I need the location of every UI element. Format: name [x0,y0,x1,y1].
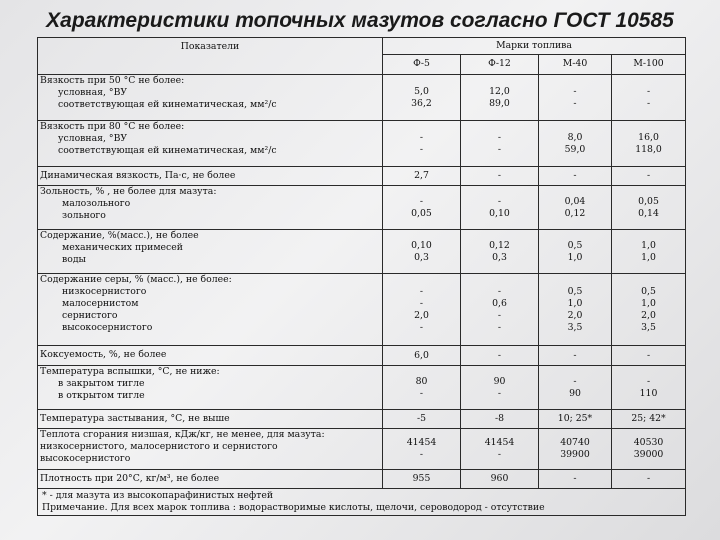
row-label [38,346,383,366]
value-cell [461,167,539,186]
value-cell [539,121,612,167]
row-label [38,410,383,429]
cell-value: 40740 [560,437,590,448]
cell-value: 0,05 [411,207,432,219]
cell-value: 90 [493,375,506,387]
value-cell [612,186,686,230]
cell-value: 3,5 [567,321,583,333]
value-cell [461,274,539,346]
cell-value: - [573,473,577,484]
cell-value: - [646,473,651,484]
value-cell [612,346,686,366]
cell-value: 1,0 [641,297,656,309]
grade-header: М-40 [539,55,612,75]
cell-value: 25; 42* [631,413,666,424]
cell-value: 110 [639,387,658,399]
value-cell [461,230,539,274]
cell-value: 0,3 [414,251,429,263]
cell-value: - [497,131,502,143]
page-title: Характеристики топочных мазутов согласно ГОСТ 10585 [46,9,674,32]
cell-value: 118,0 [635,143,662,155]
cell-value: 16,0 [638,131,659,143]
cell-value: - [497,449,502,460]
cell-value: 0,05 [638,195,659,207]
cell-value: - [419,195,424,207]
cell-value: - [646,375,651,387]
row-label-sub: в открытом тигле [58,390,145,402]
value-cell [461,121,539,167]
row-label-sub: низкосернистого, малосернистого и сернистого [40,441,278,453]
cell-value: - [497,170,502,181]
cell-value: - [497,321,502,333]
cell-value: - [497,195,502,207]
table-row [38,167,686,186]
row-label [38,366,383,410]
table-row [38,75,686,121]
value-cell [383,429,461,470]
value-cell [612,121,686,167]
row-label-sub: малозольного [62,198,131,210]
cell-value: - [419,285,424,297]
value-cell [539,186,612,230]
value-cell [383,366,461,410]
table-row [38,121,686,167]
row-label-sub: механических примесей [62,242,183,254]
cell-value: 41454 [406,437,437,448]
table-row [38,410,686,429]
cell-value: 1,0 [567,251,583,263]
cell-value: - [646,85,651,97]
row-label-main: Динамическая вязкость, Па·с, не более [40,169,236,181]
cell-value: - [497,387,502,399]
cell-value: 39000 [633,449,664,460]
cell-value: - [573,170,577,181]
value-cell [539,410,612,429]
cell-value: 5,0 [414,85,429,97]
table-row [38,274,686,346]
value-cell [539,429,612,470]
row-label-sub: малосернистом [62,298,139,310]
row-label-sub: соответствующая ей кинематическая, мм²/с [58,145,277,157]
row-label-main: Температура застывания, °С, не выше [40,412,230,424]
cell-value: 0,10 [489,207,510,219]
table-row [38,346,686,366]
value-cell [383,75,461,121]
row-label [38,429,383,470]
grades-header: Марки топлива [383,38,686,55]
row-label [38,274,383,346]
indicators-header: Показатели [38,38,383,75]
cell-value: 960 [490,473,509,484]
row-label-main: Вязкость при 80 °С не более: [40,121,185,132]
fuel-oil-table [37,37,686,516]
value-cell [461,429,539,470]
cell-value: 0,5 [641,285,656,297]
cell-value: 1,0 [641,251,656,263]
cell-value: 10; 25* [557,413,593,424]
cell-value: 0,14 [638,207,659,219]
row-label [38,470,383,489]
cell-value: 0,3 [492,251,507,263]
value-cell [612,75,686,121]
cell-value: - [419,131,424,143]
table-row [38,470,686,489]
cell-value: 0,6 [492,297,507,309]
value-cell [539,230,612,274]
cell-value: 0,10 [411,239,432,251]
value-cell [383,167,461,186]
value-cell [461,186,539,230]
cell-value: 59,0 [564,143,586,155]
cell-value: - [573,97,577,109]
value-cell [383,470,461,489]
value-cell [539,346,612,366]
cell-value: 89,0 [489,97,510,109]
cell-value: 39900 [560,449,590,460]
value-cell [383,274,461,346]
cell-value: - [419,387,424,399]
cell-value: - [497,349,502,361]
cell-value: 40530 [633,437,664,448]
row-label [38,167,383,186]
cell-value: 2,0 [414,309,429,321]
row-label [38,121,383,167]
cell-value: - [573,349,577,361]
cell-value: - [419,143,424,155]
row-label-main: Содержание серы, % (масс.), не более: [40,274,232,285]
cell-value: - [497,285,502,297]
value-cell [539,470,612,489]
row-label-main: Вязкость при 50 °С не более: [40,75,185,86]
cell-value: - [497,143,502,155]
row-label-sub: в закрытом тигле [58,378,145,390]
footnote-asterisk: * - для мазута из высокопарафинистых нефтей [42,490,274,501]
value-cell [461,366,539,410]
row-label-main: Зольность, % , не более для мазута: [40,186,217,197]
cell-value: - [573,85,577,97]
row-label-sub: низкосернистого [62,286,147,298]
cell-value: 41454 [484,437,515,448]
cell-value: - [419,321,424,333]
cell-value: 2,7 [414,170,429,181]
row-label-sub: условная, °ВУ [58,133,128,145]
cell-value: 6,0 [414,349,429,361]
row-label [38,186,383,230]
value-cell [539,75,612,121]
table-row [38,366,686,410]
cell-value: 0,04 [564,195,586,207]
value-cell [383,121,461,167]
cell-value: 0,12 [489,239,510,251]
value-cell [461,346,539,366]
footnotes [38,489,686,516]
value-cell [383,230,461,274]
cell-value: 0,5 [567,239,583,251]
cell-value: 2,0 [641,309,656,321]
cell-value: - [646,349,651,361]
value-cell [383,410,461,429]
value-cell [383,346,461,366]
cell-value: - [419,297,424,309]
value-cell [461,75,539,121]
value-cell [612,230,686,274]
value-cell [539,366,612,410]
value-cell [612,410,686,429]
cell-value: 3,5 [641,321,656,333]
grade-header: М-100 [612,55,686,75]
cell-value: 2,0 [567,309,583,321]
cell-value: 12,0 [489,85,510,97]
cell-value: 36,2 [411,97,432,109]
row-label [38,75,383,121]
row-label-main: Теплота сгорания низшая, кДж/кг, не менее, для мазута: [40,429,325,440]
row-label-main: Плотность при 20°С, кг/м³, не более [40,472,220,484]
row-label-sub: условная, °ВУ [58,87,128,99]
cell-value: 955 [412,473,431,484]
cell-value: 1,0 [641,239,656,251]
value-cell [461,410,539,429]
value-cell [612,274,686,346]
row-label-sub: сернистого [62,310,118,322]
value-cell [612,366,686,410]
cell-value: - [573,375,577,387]
cell-value: - [646,170,651,181]
row-label-sub: высокосернистого [40,453,131,465]
value-cell [612,429,686,470]
row-label-main: Температура вспышки, °С, не ниже: [40,366,220,377]
cell-value: 1,0 [567,297,583,309]
value-cell [612,167,686,186]
footnote-remark: Примечание. Для всех марок топлива : водорастворимые кислоты, щелочи, сероводород - отсутствие [42,502,545,514]
value-cell [539,167,612,186]
table-row [38,186,686,230]
cell-value: 8,0 [567,131,583,143]
row-label-sub: высокосернистого [62,322,153,334]
row-label-main: Коксуемость, %, не более [40,349,167,361]
grade-header: Ф-5 [383,55,461,75]
value-cell [383,186,461,230]
value-cell [539,274,612,346]
cell-value: 80 [415,375,428,387]
cell-value: - [646,97,651,109]
table-row [38,429,686,470]
row-label-main: Содержание, %(масс.), не более [40,230,199,241]
cell-value: 0,12 [564,207,586,219]
grade-header: Ф-12 [461,55,539,75]
row-label-sub: зольного [62,210,106,222]
cell-value: - [497,309,502,321]
row-label-sub: соответствующая ей кинематическая, мм²/с [58,99,277,111]
value-cell [612,470,686,489]
cell-value: -5 [416,413,427,424]
cell-value: - [419,449,424,460]
cell-value: 90 [569,387,581,399]
cell-value: -8 [494,413,505,424]
value-cell [461,470,539,489]
cell-value: 0,5 [567,285,583,297]
table-row [38,230,686,274]
row-label-sub: воды [62,254,86,266]
row-label [38,230,383,274]
